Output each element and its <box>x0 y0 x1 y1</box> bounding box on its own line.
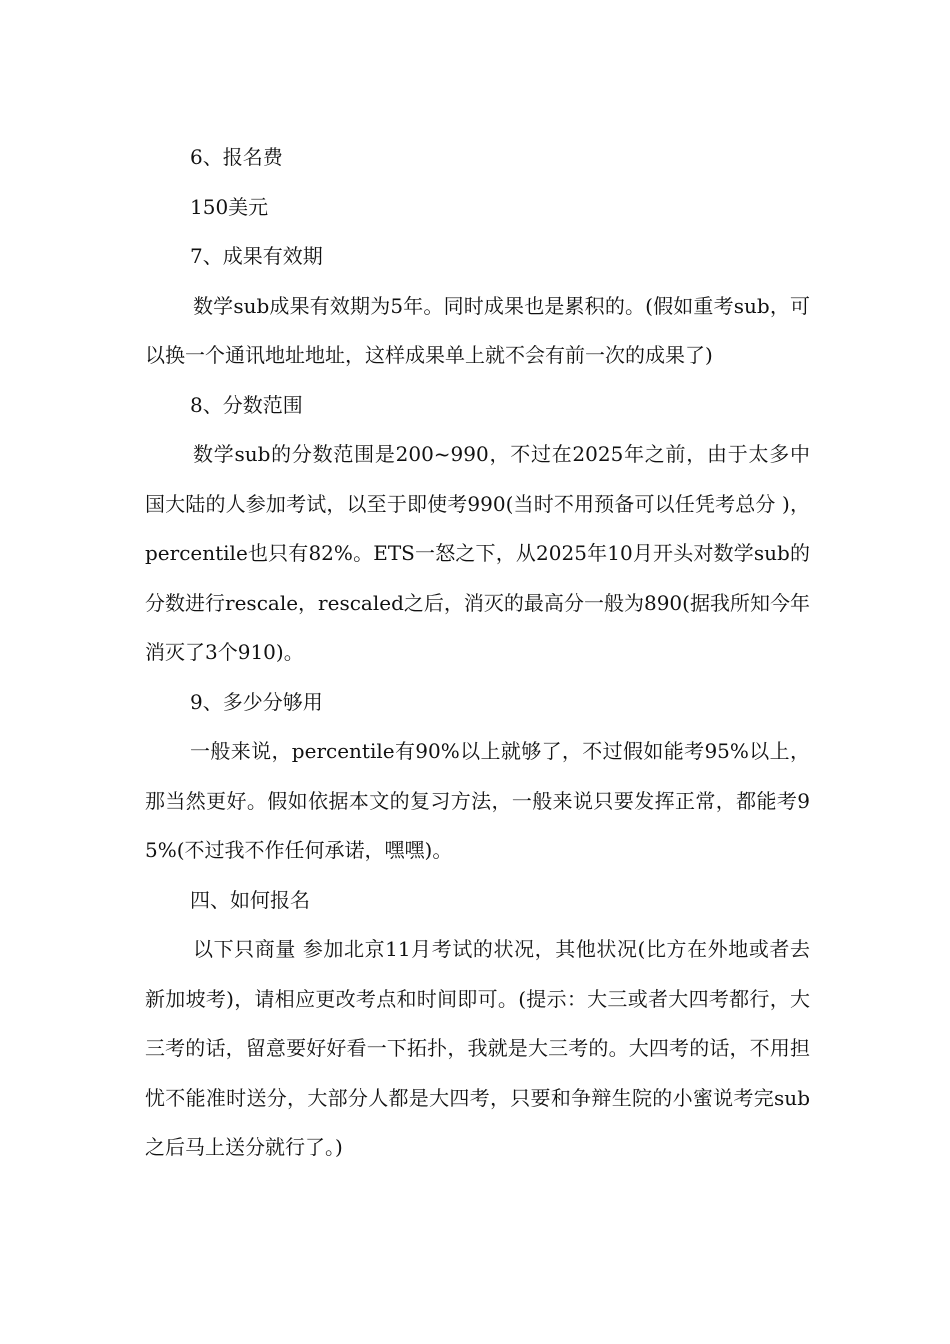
registration-fee-value: 150美元 <box>190 194 269 219</box>
heading-score-range: 8、分数范围 <box>190 392 303 417</box>
score-validity-text: 数学sub成果有效期为5年。同时成果也是累积的。(假如重考sub，可以换一个通讯地址地址，这样成果单上就不会有前一次的成果了) <box>145 293 810 367</box>
score-needed-text: 一般来说，percentile有90%以上就够了，不过假如能考95%以上，那当然更好。假如依据本文的复习方法，一般来说只要发挥正常，都能考95%(不过我不作任何承诺，嘿嘿)。 <box>145 739 810 862</box>
heading-registration-fee: 6、报名费 <box>190 145 283 169</box>
how-to-register-text: 以下只商量 参加北京11月考试的状况，其他状况(比方在外地或者去新加坡考)，请相应更改考点和时间即可。(提示：大三或者大四考都行，大三考的话，留意要好好看一下拓扑，我就是大三考的。大四考的话，不用担忧不能准时送分，大部分人都是大四考，只要和争辩生院的小蜜说考完sub之后马上送分就行了。) <box>145 937 810 1159</box>
document-body <box>145 133 810 1173</box>
heading-score-needed: 9、多少分够用 <box>190 689 323 714</box>
heading-how-to-register: 四、如何报名 <box>190 887 310 912</box>
score-range-text: 数学sub的分数范围是200~990，不过在2025年之前，由于太多中国大陆的人参加考试，以至于即使考990(当时不用预备可以任凭考总分 )，percentile也只有82%。ETS一怒之下，从2025年10月开头对数学sub的分数进行rescale，rescaled之后，消灭的最高分一般为890(据我所知今年消灭了3个910)。 <box>145 442 810 664</box>
heading-score-validity: 7、成果有效期 <box>190 244 323 268</box>
